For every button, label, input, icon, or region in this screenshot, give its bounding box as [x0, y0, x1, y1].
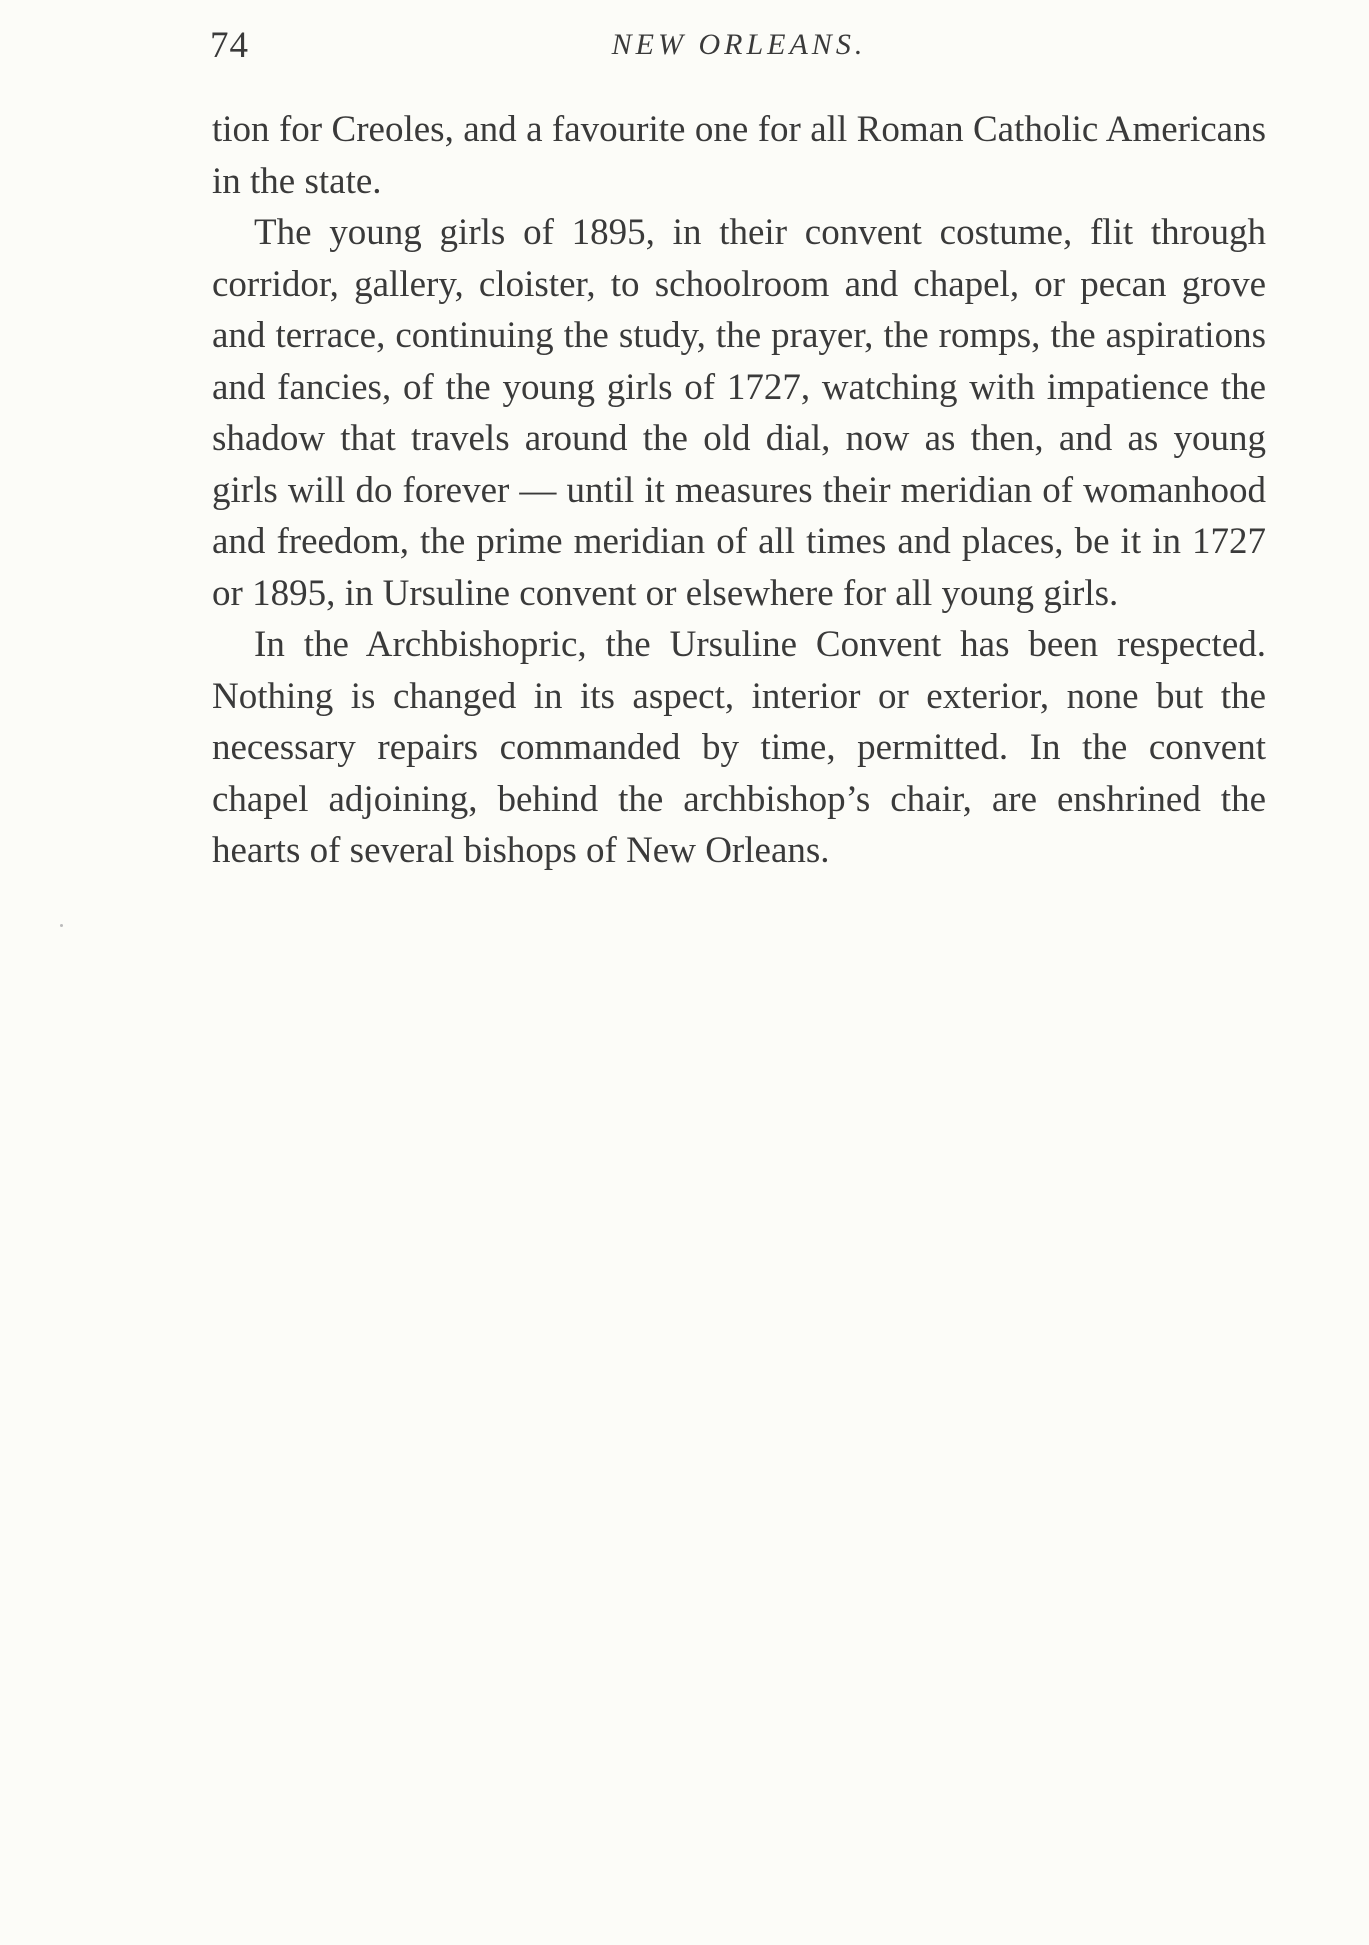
paragraph-archbishopric: In the Archbishopric, the Ursuline Convent has been respected. Nothing is changed in its aspect, interior or exterior, none but the necessary repairs commanded by time, permitted. In the convent chapel adjoining, behind the archbishop’s chair, are enshrined the hearts of several bishops of New Orleans.	[212, 624, 1266, 871]
paragraph-continuation: tion for Creoles, and a favourite one for all Roman Catholic Americans in the state.	[212, 109, 1266, 202]
page-number: 74	[210, 25, 249, 66]
running-title: NEW ORLEANS.	[611, 28, 867, 61]
paper-speck	[60, 924, 63, 927]
paragraph-young-girls: The young girls of 1895, in their convent costume, flit through corridor, gallery, cloister, to schoolroom and chapel, or pecan grove and terrace, continuing the study, the prayer, the romps, the aspirations and fancies, of the young girls of 1727, watching with impatience the shadow that travels around the old dial, now as then, and as young girls will do forever — until it measures their meridian of womanhood and freedom, the prime meridian of all times and places, be it in 1727 or 1895, in Ursuline convent or elsewhere for all young girls.	[212, 212, 1266, 614]
page-header	[210, 24, 1268, 84]
body-text	[212, 104, 1266, 877]
